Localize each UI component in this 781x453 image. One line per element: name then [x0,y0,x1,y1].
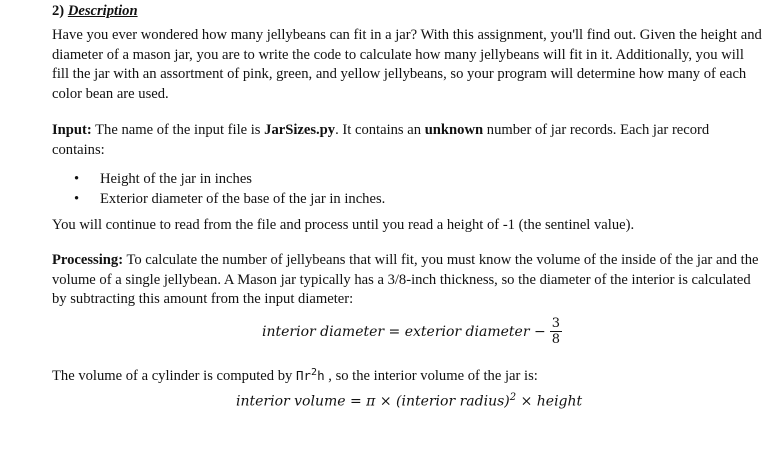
input-filename: JarSizes.py [264,122,336,138]
code-base: Πr [295,368,312,384]
cylinder-text-2: , so the interior volume of the jar is: [328,368,538,385]
fraction-numerator: 3 [551,316,560,331]
code-exponent: 2 [311,367,318,378]
sentinel-paragraph: You will continue to read from the file and process until you read a height of -1 (the sentinel value). [52,217,635,233]
code-tail: h [317,368,325,384]
processing-text: To calculate the number of jellybeans that will fit, you must know the volume of the inside of the jar and the volume of a single jellybean. A Mason jar typically has a 3/8-inch thickness, so the diameter of the interior is calculated by subtracting this amount from the input diameter: [52,252,759,307]
list-item [52,189,385,209]
cylinder-paragraph [52,363,762,387]
input-text-1: The name of the input file is [95,122,261,138]
section-title: Description [67,3,138,19]
volume-formula-tail: × height [516,393,583,410]
jar-record-fields-list [52,169,385,209]
input-text-2: . It contains an [335,122,422,138]
three-eighths-fraction [550,316,562,347]
description-paragraph: Have you ever wondered how many jellybeans can fit in a jar? With this assignment, you'll find out. Given the height and diameter of a mason jar, you are to write the code to calculate how many jellybeans will fit in it. Additionally, you will fill the jar with an assortment of pink, green, and yellow jellybeans, so your program will determine how many of each color bean are used. [52,27,762,102]
input-emphasis: unknown [424,122,484,138]
section-number: 2) [52,3,65,19]
section-heading [52,2,138,20]
formula-lhs: interior diameter = exterior diameter − [262,323,546,340]
volume-formula-exponent: 2 [509,392,517,403]
interior-diameter-formula [262,316,562,347]
list-item-text: Height of the jar in inches [100,171,252,187]
processing-paragraph [52,251,762,310]
volume-formula-text: interior volume = π × (interior radius) [236,393,510,410]
list-item [52,169,385,189]
bullet-icon: • [74,191,80,207]
input-label: Input: [52,122,92,138]
processing-label: Processing: [52,252,124,268]
cylinder-formula-code [296,368,325,383]
bullet-icon: • [74,171,80,187]
cylinder-text-1: The volume of a cylinder is computed by [52,368,293,385]
input-paragraph [52,121,762,160]
list-item-text: Exterior diameter of the base of the jar in inches. [100,191,386,207]
fraction-denominator: 8 [551,332,560,347]
input-text-3: number of jar records. Each jar record contains: [52,122,710,158]
interior-volume-formula [236,392,582,410]
